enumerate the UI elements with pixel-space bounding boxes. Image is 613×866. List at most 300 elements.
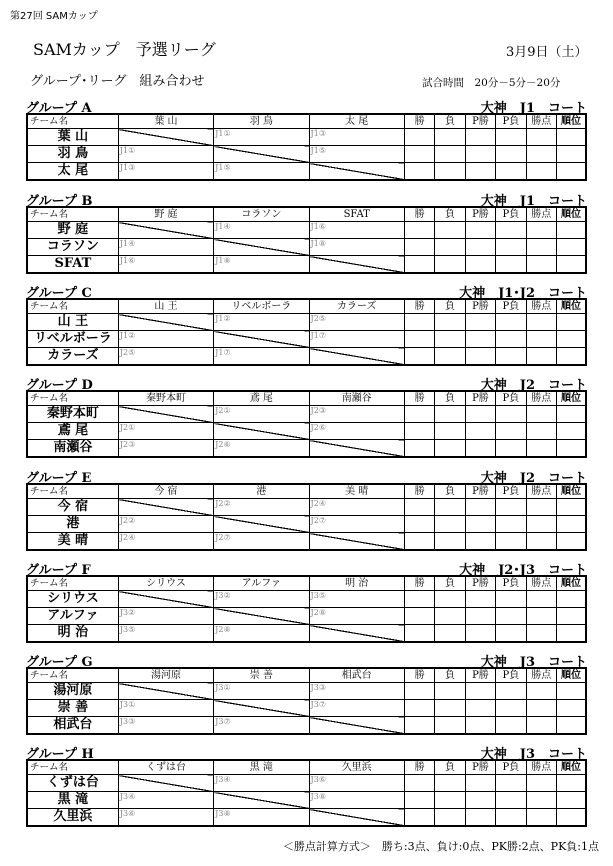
- rank-cell: [556, 423, 586, 440]
- win-cell: [404, 222, 434, 239]
- group-3: [26, 374, 587, 458]
- match-cell: J3⑤: [309, 591, 404, 608]
- win-header: 勝: [404, 484, 434, 499]
- opponent-header: 相武台: [309, 668, 404, 683]
- points-header: 勝点: [526, 391, 556, 406]
- rank-header: 順位: [556, 576, 586, 591]
- pk-win-header: P勝: [465, 576, 495, 591]
- points-cell: [526, 591, 556, 608]
- pk-win-cell: [465, 775, 495, 792]
- pk-loss-cell: [496, 809, 526, 827]
- group-2: [26, 282, 587, 366]
- self-match-cell: [118, 129, 213, 146]
- group-court: 大神 J3 コート: [480, 747, 587, 762]
- rank-cell: [556, 775, 586, 792]
- win-cell: [404, 163, 434, 181]
- self-match-cell: [118, 222, 213, 239]
- loss-cell: [435, 163, 465, 181]
- self-match-cell: [118, 775, 213, 792]
- points-header: 勝点: [526, 576, 556, 591]
- points-cell: [526, 146, 556, 163]
- group-table: [26, 206, 587, 274]
- loss-header: 負: [435, 576, 465, 591]
- pk-loss-header: P負: [496, 576, 526, 591]
- win-cell: [404, 683, 434, 700]
- team-name: 秦野本町: [27, 406, 118, 423]
- win-cell: [404, 499, 434, 516]
- win-cell: [404, 331, 434, 348]
- loss-header: 負: [435, 207, 465, 222]
- group-court: 大神 J1 コート: [480, 194, 587, 209]
- loss-cell: [435, 608, 465, 625]
- group-header: [26, 559, 587, 578]
- self-match-cell: [309, 348, 404, 366]
- loss-header: 負: [435, 484, 465, 499]
- group-table: [26, 298, 587, 366]
- match-cell: J1②: [214, 314, 309, 331]
- table-row: [27, 533, 586, 551]
- pk-win-cell: [465, 499, 495, 516]
- pk-loss-header: P負: [496, 299, 526, 314]
- group-court: 大神 J3 コート: [480, 655, 587, 670]
- rank-cell: [556, 331, 586, 348]
- pk-win-header: P勝: [465, 484, 495, 499]
- opponent-header: カラーズ: [309, 299, 404, 314]
- points-cell: [526, 700, 556, 717]
- group-court: 大神 J1･J2 コート: [459, 286, 587, 301]
- rank-cell: [556, 591, 586, 608]
- opponent-header: 野 庭: [118, 207, 213, 222]
- opponent-header: コラソン: [214, 207, 309, 222]
- team-name: 羽 鳥: [27, 146, 118, 163]
- pk-win-header: P勝: [465, 299, 495, 314]
- pk-loss-cell: [496, 146, 526, 163]
- opponent-header: 太 尾: [309, 114, 404, 129]
- opponent-header: 明 治: [309, 576, 404, 591]
- pk-win-cell: [465, 406, 495, 423]
- self-match-cell: [118, 499, 213, 516]
- match-cell: J3⑤: [118, 625, 213, 643]
- group-name: グループ B: [26, 194, 93, 209]
- opponent-header: シリウス: [118, 576, 213, 591]
- table-row: [27, 222, 586, 239]
- match-cell: J3⑧: [214, 809, 309, 827]
- win-cell: [404, 608, 434, 625]
- team-name: 南瀬谷: [27, 440, 118, 458]
- group-header: [26, 97, 587, 116]
- group-court: 大神 J2･J3 コート: [459, 563, 587, 578]
- pk-loss-cell: [496, 717, 526, 735]
- opponent-header: 湯河原: [118, 668, 213, 683]
- match-duration: 試合時間 20分－5分－20分: [422, 77, 561, 89]
- self-match-cell: [214, 239, 309, 256]
- match-cell: J2④: [309, 499, 404, 516]
- pk-loss-cell: [496, 792, 526, 809]
- points-cell: [526, 792, 556, 809]
- team-name-header: チーム名: [27, 391, 118, 406]
- pk-loss-cell: [496, 222, 526, 239]
- win-cell: [404, 423, 434, 440]
- points-cell: [526, 516, 556, 533]
- pk-win-cell: [465, 423, 495, 440]
- event-label: 第27回 SAMカップ: [10, 11, 98, 22]
- table-header-row: [27, 760, 586, 775]
- pk-win-header: P勝: [465, 760, 495, 775]
- opponent-header: 久里浜: [309, 760, 404, 775]
- match-cell: J3③: [118, 717, 213, 735]
- points-cell: [526, 348, 556, 366]
- pk-loss-cell: [496, 775, 526, 792]
- table-header-row: [27, 114, 586, 129]
- win-header: 勝: [404, 391, 434, 406]
- rank-cell: [556, 163, 586, 181]
- self-match-cell: [309, 533, 404, 551]
- rank-header: 順位: [556, 760, 586, 775]
- pk-loss-cell: [496, 608, 526, 625]
- opponent-header: SFAT: [309, 207, 404, 222]
- table-row: [27, 256, 586, 274]
- pk-win-cell: [465, 700, 495, 717]
- match-cell: J3⑥: [118, 809, 213, 827]
- table-header-row: [27, 576, 586, 591]
- pk-loss-cell: [496, 129, 526, 146]
- match-cell: J2①: [214, 406, 309, 423]
- opponent-header: 鳶 尾: [214, 391, 309, 406]
- win-header: 勝: [404, 576, 434, 591]
- match-cell: J1③: [118, 163, 213, 181]
- win-cell: [404, 717, 434, 735]
- match-cell: J1⑥: [309, 222, 404, 239]
- loss-cell: [435, 625, 465, 643]
- rank-cell: [556, 348, 586, 366]
- win-cell: [404, 625, 434, 643]
- rank-cell: [556, 683, 586, 700]
- points-cell: [526, 406, 556, 423]
- win-cell: [404, 700, 434, 717]
- pk-win-cell: [465, 146, 495, 163]
- pk-win-cell: [465, 331, 495, 348]
- loss-header: 負: [435, 760, 465, 775]
- pk-win-cell: [465, 163, 495, 181]
- table-row: [27, 239, 586, 256]
- team-name: 港: [27, 516, 118, 533]
- match-cell: J1⑦: [309, 331, 404, 348]
- points-header: 勝点: [526, 299, 556, 314]
- group-6: [26, 651, 587, 735]
- self-match-cell: [214, 516, 309, 533]
- team-name-header: チーム名: [27, 114, 118, 129]
- table-header-row: [27, 299, 586, 314]
- table-row: [27, 348, 586, 366]
- pk-loss-cell: [496, 331, 526, 348]
- table-row: [27, 440, 586, 458]
- opponent-header: 南瀬谷: [309, 391, 404, 406]
- loss-cell: [435, 423, 465, 440]
- pk-win-cell: [465, 608, 495, 625]
- loss-cell: [435, 314, 465, 331]
- team-name: 美 晴: [27, 533, 118, 551]
- pk-loss-cell: [496, 591, 526, 608]
- table-header-row: [27, 668, 586, 683]
- group-header: [26, 190, 587, 209]
- group-4: [26, 467, 587, 551]
- group-header: [26, 743, 587, 762]
- rank-cell: [556, 700, 586, 717]
- pk-loss-cell: [496, 239, 526, 256]
- match-cell: J3②: [214, 591, 309, 608]
- loss-cell: [435, 129, 465, 146]
- match-cell: J2⑥: [309, 423, 404, 440]
- rank-cell: [556, 516, 586, 533]
- team-name: 太 尾: [27, 163, 118, 181]
- team-name-header: チーム名: [27, 299, 118, 314]
- self-match-cell: [118, 591, 213, 608]
- table-row: [27, 163, 586, 181]
- table-row: [27, 591, 586, 608]
- loss-cell: [435, 700, 465, 717]
- pk-loss-cell: [496, 625, 526, 643]
- points-header: 勝点: [526, 668, 556, 683]
- match-cell: J2④: [118, 533, 213, 551]
- points-cell: [526, 683, 556, 700]
- group-table: [26, 483, 587, 551]
- group-name: グループ A: [26, 101, 92, 116]
- loss-cell: [435, 256, 465, 274]
- loss-cell: [435, 717, 465, 735]
- pk-win-cell: [465, 717, 495, 735]
- opponent-header: 葉 山: [118, 114, 213, 129]
- rank-cell: [556, 440, 586, 458]
- loss-cell: [435, 440, 465, 458]
- match-cell: J1⑦: [214, 348, 309, 366]
- table-row: [27, 331, 586, 348]
- self-match-cell: [214, 146, 309, 163]
- group-court: 大神 J2 コート: [480, 378, 587, 393]
- self-match-cell: [309, 163, 404, 181]
- group-name: グループ F: [26, 563, 91, 578]
- pk-win-cell: [465, 792, 495, 809]
- match-cell: J1⑤: [214, 163, 309, 181]
- match-cell: J1⑧: [214, 256, 309, 274]
- self-match-cell: [118, 314, 213, 331]
- match-cell: J3⑦: [214, 717, 309, 735]
- pk-loss-header: P負: [496, 114, 526, 129]
- group-table: [26, 667, 587, 735]
- match-cell: J3④: [214, 775, 309, 792]
- points-cell: [526, 625, 556, 643]
- points-cell: [526, 222, 556, 239]
- pk-loss-cell: [496, 700, 526, 717]
- table-row: [27, 792, 586, 809]
- table-header-row: [27, 207, 586, 222]
- win-cell: [404, 256, 434, 274]
- match-cell: J2①: [118, 423, 213, 440]
- self-match-cell: [118, 406, 213, 423]
- points-header: 勝点: [526, 207, 556, 222]
- match-cell: J3①: [214, 683, 309, 700]
- rank-cell: [556, 608, 586, 625]
- opponent-header: 羽 鳥: [214, 114, 309, 129]
- match-cell: J1④: [118, 239, 213, 256]
- pk-loss-cell: [496, 163, 526, 181]
- pk-loss-cell: [496, 683, 526, 700]
- pk-win-header: P勝: [465, 391, 495, 406]
- points-cell: [526, 163, 556, 181]
- points-cell: [526, 533, 556, 551]
- team-name: 今 宿: [27, 499, 118, 516]
- self-match-cell: [214, 792, 309, 809]
- rank-header: 順位: [556, 114, 586, 129]
- pk-win-cell: [465, 533, 495, 551]
- match-cell: J3⑧: [309, 792, 404, 809]
- opponent-header: リベルボーラ: [214, 299, 309, 314]
- match-cell: J1④: [214, 222, 309, 239]
- rank-header: 順位: [556, 484, 586, 499]
- opponent-header: くずは台: [118, 760, 213, 775]
- win-cell: [404, 406, 434, 423]
- table-row: [27, 608, 586, 625]
- win-cell: [404, 591, 434, 608]
- opponent-header: アルファ: [214, 576, 309, 591]
- points-header: 勝点: [526, 760, 556, 775]
- match-cell: J2⑧: [309, 608, 404, 625]
- table-header-row: [27, 484, 586, 499]
- match-cell: J1①: [214, 129, 309, 146]
- match-cell: J3②: [118, 608, 213, 625]
- pk-loss-header: P負: [496, 668, 526, 683]
- match-cell: J1⑥: [118, 256, 213, 274]
- self-match-cell: [214, 331, 309, 348]
- match-cell: J2③: [309, 406, 404, 423]
- self-match-cell: [309, 440, 404, 458]
- team-name: 野 庭: [27, 222, 118, 239]
- pk-win-cell: [465, 222, 495, 239]
- table-row: [27, 700, 586, 717]
- opponent-header: 美 晴: [309, 484, 404, 499]
- self-match-cell: [309, 256, 404, 274]
- match-cell: J2②: [214, 499, 309, 516]
- win-cell: [404, 314, 434, 331]
- match-cell: J2⑦: [309, 516, 404, 533]
- pk-win-cell: [465, 129, 495, 146]
- pk-win-cell: [465, 625, 495, 643]
- match-cell: J2⑥: [214, 440, 309, 458]
- rank-cell: [556, 239, 586, 256]
- loss-cell: [435, 591, 465, 608]
- win-cell: [404, 809, 434, 827]
- group-header: [26, 467, 587, 486]
- rank-cell: [556, 533, 586, 551]
- team-name: 山 王: [27, 314, 118, 331]
- loss-header: 負: [435, 114, 465, 129]
- rank-cell: [556, 717, 586, 735]
- opponent-header: 山 王: [118, 299, 213, 314]
- win-cell: [404, 239, 434, 256]
- opponent-header: 港: [214, 484, 309, 499]
- match-cell: J2⑤: [309, 314, 404, 331]
- self-match-cell: [118, 683, 213, 700]
- table-row: [27, 406, 586, 423]
- group-name: グループ G: [26, 655, 93, 670]
- rank-header: 順位: [556, 391, 586, 406]
- loss-cell: [435, 406, 465, 423]
- pk-loss-header: P負: [496, 207, 526, 222]
- pk-win-cell: [465, 683, 495, 700]
- team-name: 湯河原: [27, 683, 118, 700]
- rank-cell: [556, 256, 586, 274]
- match-cell: J2⑧: [214, 625, 309, 643]
- group-7: [26, 743, 587, 827]
- pk-win-header: P勝: [465, 114, 495, 129]
- match-cell: J3⑦: [309, 700, 404, 717]
- team-name: 崇 善: [27, 700, 118, 717]
- page-title: SAMカップ 予選リーグ: [33, 40, 216, 59]
- team-name: くずは台: [27, 775, 118, 792]
- pk-loss-cell: [496, 256, 526, 274]
- points-cell: [526, 239, 556, 256]
- loss-cell: [435, 499, 465, 516]
- group-court: 大神 J2 コート: [480, 471, 587, 486]
- points-cell: [526, 331, 556, 348]
- table-row: [27, 146, 586, 163]
- group-name: グループ C: [26, 286, 92, 301]
- win-cell: [404, 440, 434, 458]
- group-1: [26, 190, 587, 274]
- group-0: [26, 97, 587, 181]
- opponent-header: 秦野本町: [118, 391, 213, 406]
- loss-header: 負: [435, 299, 465, 314]
- pk-loss-header: P負: [496, 391, 526, 406]
- team-name: 鳶 尾: [27, 423, 118, 440]
- rank-cell: [556, 314, 586, 331]
- win-cell: [404, 516, 434, 533]
- table-row: [27, 314, 586, 331]
- team-name: 黒 滝: [27, 792, 118, 809]
- pk-win-cell: [465, 348, 495, 366]
- group-court: 大神 J1 コート: [480, 101, 587, 116]
- loss-cell: [435, 775, 465, 792]
- rank-cell: [556, 146, 586, 163]
- loss-cell: [435, 809, 465, 827]
- pk-loss-cell: [496, 423, 526, 440]
- points-cell: [526, 499, 556, 516]
- points-cell: [526, 775, 556, 792]
- table-row: [27, 625, 586, 643]
- team-name: コラソン: [27, 239, 118, 256]
- self-match-cell: [214, 423, 309, 440]
- pk-loss-cell: [496, 533, 526, 551]
- self-match-cell: [214, 700, 309, 717]
- group-header: [26, 651, 587, 670]
- pk-win-cell: [465, 440, 495, 458]
- rank-cell: [556, 625, 586, 643]
- loss-header: 負: [435, 668, 465, 683]
- group-name: グループ E: [26, 471, 92, 486]
- match-cell: J3④: [118, 792, 213, 809]
- win-header: 勝: [404, 668, 434, 683]
- event-date: 3月9日（土）: [506, 45, 588, 60]
- points-cell: [526, 717, 556, 735]
- group-table: [26, 575, 587, 643]
- rank-cell: [556, 499, 586, 516]
- table-row: [27, 683, 586, 700]
- team-name: アルファ: [27, 608, 118, 625]
- match-cell: J1①: [118, 146, 213, 163]
- table-row: [27, 516, 586, 533]
- match-cell: J1⑤: [309, 146, 404, 163]
- table-row: [27, 129, 586, 146]
- table-header-row: [27, 391, 586, 406]
